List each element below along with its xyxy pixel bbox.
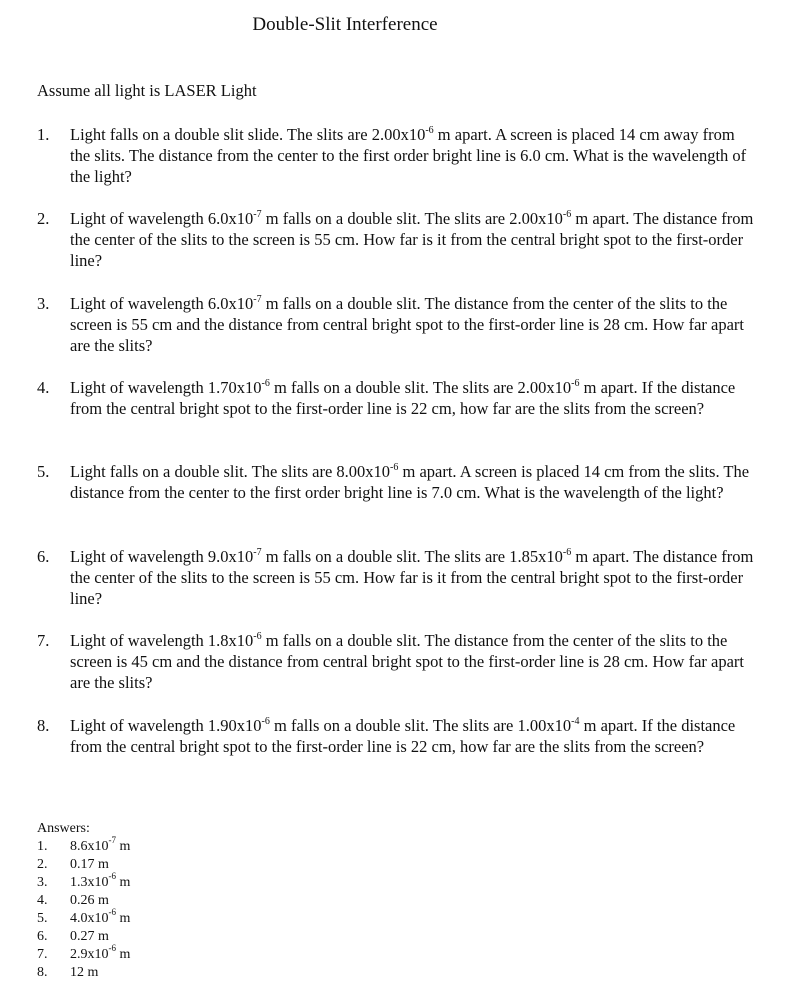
answer-number: 3. [37,875,48,890]
answer-value: $4.0x10^{-6}$ m [70,907,131,926]
answer-value: 12 m [70,965,99,980]
question-number: 6. [37,547,50,566]
question-text: Light falls on a double slit slide. The slits are $2.00x10^{-6}$ m apart. A screen is placed 14 cm away from the slits. The distance from the center to the first order bright line is 6.0 cm. What is the wavelength of the light? [70,124,747,186]
question-item [37,546,757,609]
question-item [37,630,757,693]
question-text: Light of wavelength $1.70x10^{-6}$ m falls on a double slit. The slits are $2.00x10^{-6}$ m apart. If the distance from the central bright spot to the first-order line is 22 cm, how far are the slits from the screen? [70,377,736,418]
answer-item [37,943,131,964]
question-item [37,377,757,419]
answer-value: $1.3x10^{-6}$ m [70,871,131,890]
answer-item [37,871,131,892]
answer-value: 0.17 m [70,857,109,872]
question-item [37,715,757,757]
question-item [37,124,757,187]
question-number: 2. [37,209,50,228]
answers-heading: Answers: [37,821,90,836]
answers-section [37,820,131,982]
answer-value: $8.6x10^{-7}$ m [70,835,131,854]
answer-number: 7. [37,947,48,962]
question-item [37,293,757,356]
answer-number: 1. [37,839,48,854]
question-number: 5. [37,462,50,481]
question-text: Light of wavelength $1.90x10^{-6}$ m falls on a double slit. The slits are $1.00x10^{-4}$ m apart. If the distance from the central bright spot to the first-order line is 22 cm, how far are the slits from the screen? [70,715,736,756]
question-number: 8. [37,716,50,735]
answer-item [37,835,131,856]
question-text: Light of wavelength $6.0x10^{-7}$ m falls on a double slit. The slits are $2.00x10^{-6}$ m apart. The distance from the center of the slits to the screen is 55 cm. How far is it from the central bright spot to the first-order line? [70,208,754,270]
question-number: 3. [37,294,50,313]
page-title: Double-Slit Interference [252,14,438,35]
answer-number: 6. [37,929,48,944]
question-number: 7. [37,631,50,650]
answer-item [37,928,109,946]
answer-item [37,892,109,910]
answer-item [37,856,109,874]
answer-value: 0.27 m [70,929,109,944]
answer-number: 2. [37,857,48,872]
question-item [37,461,757,503]
question-number: 4. [37,378,50,397]
question-text: Light of wavelength $9.0x10^{-7}$ m falls on a double slit. The slits are $1.85x10^{-6}$ m apart. The distance from the center of the slits to the screen is 55 cm. How far is it from the central bright spot to the first-order line? [70,546,754,608]
question-text: Light falls on a double slit. The slits are $8.00x10^{-6}$ m apart. A screen is placed 14 cm from the slits. The distance from the center to the first order bright line is 7.0 cm. What is the wavelength of the light? [70,461,750,502]
question-item [37,208,757,271]
question-text: Light of wavelength $1.8x10^{-6}$ m falls on a double slit. The distance from the center of the slits to the screen is 45 cm and the distance from central bright spot to the first-order line is 28 cm. How far apart are the slits? [70,630,744,692]
answer-value: $2.9x10^{-6}$ m [70,943,131,962]
answer-item [37,964,99,982]
answer-item [37,907,131,928]
question-number: 1. [37,125,50,144]
answer-value: 0.26 m [70,893,109,908]
question-text: Light of wavelength $6.0x10^{-7}$ m falls on a double slit. The distance from the center of the slits to the screen is 55 cm and the distance from central bright spot to the first-order line is 28 cm. How far apart are the slits? [70,293,744,355]
answer-number: 4. [37,893,48,908]
answer-number: 5. [37,911,48,926]
intro-text: Assume all light is LASER Light [37,81,257,100]
answer-number: 8. [37,965,48,980]
